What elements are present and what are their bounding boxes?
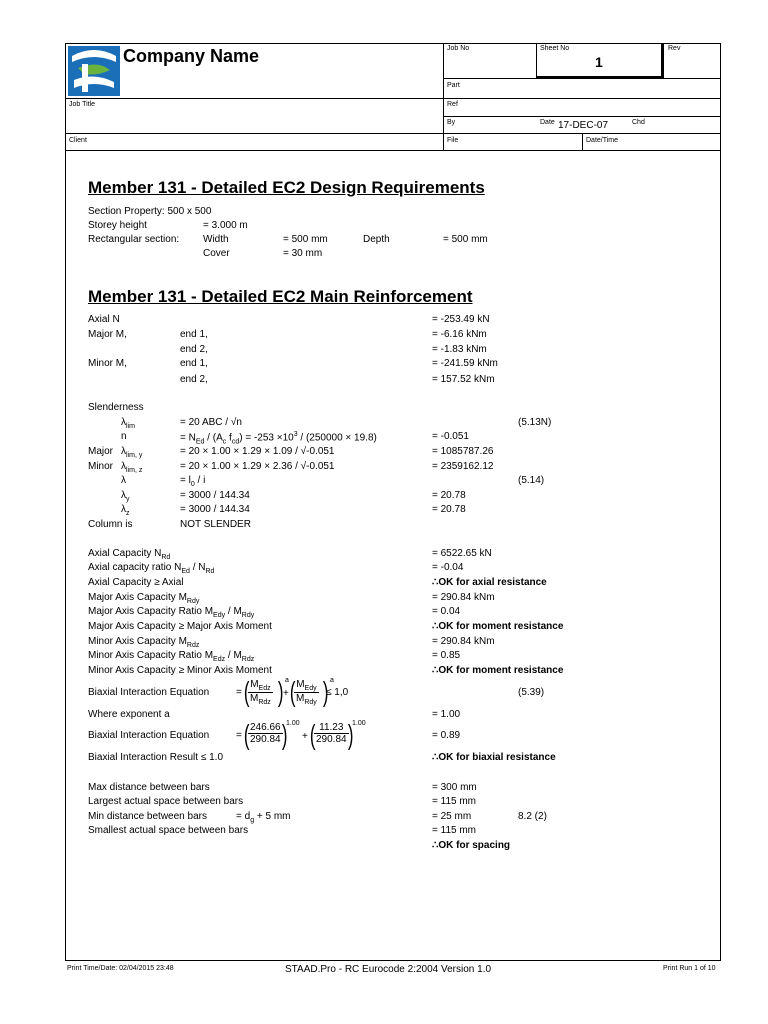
biaxial-paren-open-2: ( (289, 676, 296, 707)
biaxial-frac-2: $M_{Edy}$ $M_{Rdy}$ (296, 679, 317, 706)
depth-label: Depth (363, 234, 390, 245)
axial-ratio-label: Axial capacity ratio $N_{Ed} / N_{Rd}$ (88, 562, 215, 575)
exponent-value: = 1.00 (432, 709, 461, 720)
biaxial2-n2: 11.23 (314, 722, 349, 734)
min-distance-value: = 25 mm (432, 811, 472, 822)
max-distance-value: = 300 mm (432, 782, 477, 793)
major-ratio-value: = 0.04 (432, 606, 461, 617)
min-distance-label: Min distance between bars (88, 811, 207, 822)
biaxial2-d2: 290.84 (316, 734, 347, 745)
biaxial2-n1: 246.66 (250, 722, 281, 733)
exponent-label: Where exponent a (88, 709, 170, 720)
slenderness-title: Slenderness (88, 402, 144, 413)
file-label: File (447, 137, 459, 144)
minor-ratio-value: = 0.85 (432, 650, 461, 661)
company-name: Company Name (123, 46, 260, 66)
major-end1-value: = -6.16 kNm (432, 329, 487, 340)
major-ge-label: Major Axis Capacity ≥ Major Axis Moment (88, 621, 272, 632)
biaxial-exp-2: a (330, 677, 334, 684)
max-distance-label: Max distance between bars (88, 782, 210, 793)
minor-capacity-label: Minor Axis Capacity $M_{Rdz}$ (88, 636, 200, 649)
minor-end2: end 2, (180, 374, 208, 385)
by-label: By (447, 119, 456, 126)
storey-value: = 3.000 m (203, 220, 248, 231)
header-divider-1 (65, 98, 721, 99)
biaxial-eq-equals: = (236, 687, 242, 698)
min-distance-ref: 8.2 (2) (518, 811, 547, 822)
major-capacity-label: Major Axis Capacity $M_{Rdy}$ (88, 592, 200, 605)
major-ok: ∴OK for moment resistance (432, 621, 564, 632)
lambda-lim-expr: = 20 ABC / √n (180, 417, 242, 428)
minor-ok: ∴OK for moment resistance (432, 665, 564, 676)
minor-m-label: Minor M, (88, 358, 127, 369)
major-ratio-label: Major Axis Capacity Ratio $M_{Edy} / M_{Rdy}$ (88, 606, 255, 619)
minor-label: Minor (88, 461, 114, 472)
biaxial2-frac-2 (314, 722, 349, 745)
smallest-space-value: = 115 mm (432, 825, 476, 836)
cover-label: Cover (203, 248, 230, 259)
width-label: Width (203, 234, 229, 245)
biaxial-result-ok: ∴OK for biaxial resistance (432, 752, 556, 763)
header-divider-part (443, 78, 721, 79)
lambda-y-expr: = 3000 / 144.34 (180, 490, 250, 501)
lambda-y-symbol: $\lambda_y$ (121, 490, 130, 503)
axial-ge-label: Axial Capacity ≥ Axial (88, 577, 184, 588)
major-end2: end 2, (180, 344, 208, 355)
biaxial-paren-close-2: ) (322, 676, 329, 707)
axial-ok: ∴OK for axial resistance (432, 577, 547, 588)
lambda-lim-z-value: = 2359162.12 (432, 461, 494, 472)
lambda-lim-y-expr: = 20 × 1.00 × 1.29 × 1.09 / √-0.051 (180, 446, 335, 457)
major-label: Major (88, 446, 114, 457)
footer-program: STAAD.Pro - RC Eurocode 2:2004 Version 1.0 (285, 964, 492, 975)
biaxial-frac-1: $M_{Edz}$ $M_{Rdz}$ (250, 679, 271, 706)
smallest-space-label: Smallest actual space between bars (88, 825, 249, 836)
client-label: Client (69, 137, 87, 144)
lambda-y-value: = 20.78 (432, 490, 466, 501)
biaxial2-paren-open-2: ( (309, 719, 316, 750)
biaxial-exp-1: a (285, 677, 289, 684)
min-distance-expr: = $d_g + 5$ mm (236, 811, 291, 824)
footer-print-run: Print Run 1 of 10 (663, 965, 716, 972)
lambda-lim-ref: (5.13N) (518, 417, 552, 428)
axial-label: Axial N (88, 314, 120, 325)
biaxial-eq-label: Biaxial Interaction Equation (88, 687, 210, 698)
n-symbol: n (121, 431, 127, 442)
rect-label: Rectangular section: (88, 234, 180, 245)
header-vline-1 (443, 43, 444, 150)
lambda-lim-z-symbol: $\lambda_{lim, z}$ (121, 461, 143, 474)
n-expr: = $N_{Ed} / (A_c$ $f_{cd}) = -253 \times 10^3 / (250000 \times 19.8)$ (180, 431, 377, 446)
header-vline-3 (663, 43, 664, 78)
axial-ratio-value: = -0.04 (432, 562, 464, 573)
biaxial2-plus: + (302, 731, 308, 742)
major-end2-value: = -1.83 kNm (432, 344, 487, 355)
largest-space-label: Largest actual space between bars (88, 796, 244, 807)
minor-end1: end 1, (180, 358, 208, 369)
section-property: Section Property: 500 x 500 (88, 206, 212, 217)
header-divider-2 (65, 133, 721, 134)
storey-label: Storey height (88, 220, 147, 231)
header-vline-4 (582, 133, 583, 150)
datetime-label: Date/Time (586, 137, 619, 144)
sheet-no-label: Sheet No (540, 45, 570, 52)
minor-ratio-label: Minor Axis Capacity Ratio $M_{Edz} / M_{Rdz}$ (88, 650, 255, 663)
sheet-no-value: 1 (595, 54, 603, 70)
biaxial2-d1: 290.84 (250, 734, 281, 745)
minor-ge-label: Minor Axis Capacity ≥ Minor Axis Moment (88, 665, 272, 676)
lambda-ref: (5.14) (518, 475, 545, 486)
ref-label: Ref (447, 101, 458, 108)
minor-end2-value: = 157.52 kNm (432, 374, 495, 385)
lambda-expr: = $l_0$ / i (180, 475, 206, 488)
biaxial2-paren-close-1: ) (281, 719, 288, 750)
biaxial-paren-close-1: ) (277, 676, 284, 707)
lambda-lim-z-expr: = 20 × 1.00 × 1.29 × 2.36 / √-0.051 (180, 461, 335, 472)
job-title-label: Job Title (69, 101, 96, 108)
biaxial2-paren-open-1: ( (243, 719, 250, 750)
rev-label: Rev (668, 45, 681, 52)
biaxial-result-label: Biaxial Interaction Result ≤ 1.0 (88, 752, 223, 763)
largest-space-value: = 115 mm (432, 796, 476, 807)
biaxial-eq2-label: Biaxial Interaction Equation (88, 730, 210, 741)
width-value: = 500 mm (283, 234, 328, 245)
minor-capacity-value: = 290.84 kNm (432, 636, 495, 647)
column-is-value: NOT SLENDER (180, 519, 251, 530)
biaxial2-exp-2: 1.00 (352, 720, 366, 727)
footer-print-time: Print Time/Date: 02/04/2015 23:48 (67, 965, 174, 972)
major-capacity-value: = 290.84 kNm (432, 592, 495, 603)
axial-capacity-label: Axial Capacity $N_{Rd}$ (88, 548, 171, 561)
section2-title: Member 131 - Detailed EC2 Main Reinforcement (88, 287, 473, 306)
biaxial-eq2-value: = 0.89 (432, 730, 461, 741)
minor-end1-value: = -241.59 kNm (432, 358, 498, 369)
job-no-label: Job No (447, 45, 470, 52)
biaxial-le-one: ≤ 1,0 (326, 687, 349, 698)
axial-capacity-value: = 6522.65 kN (432, 548, 492, 559)
biaxial-ref: (5.39) (518, 687, 545, 698)
biaxial2-exp-1: 1.00 (286, 720, 300, 727)
cover-value: = 30 mm (283, 248, 323, 259)
chd-label: Chd (632, 119, 645, 126)
company-logo (68, 46, 120, 96)
major-m-label: Major M, (88, 329, 127, 340)
spacing-ok: ∴OK for spacing (432, 840, 511, 851)
biaxial-eq2-equals: = (236, 730, 242, 741)
header-divider-by (443, 116, 721, 117)
axial-value: = -253.49 kN (432, 314, 490, 325)
lambda-lim-y-value: = 1085787.26 (432, 446, 494, 457)
header-divider-3 (65, 150, 721, 151)
lambda-z-value: = 20.78 (432, 504, 466, 515)
biaxial2-frac-1 (248, 722, 283, 745)
date-label: Date (540, 119, 555, 126)
n-value: = -0.051 (432, 431, 469, 442)
section1-title: Member 131 - Detailed EC2 Design Requirements (88, 178, 485, 197)
lambda-lim-y-symbol: $\lambda_{lim, y}$ (121, 446, 143, 459)
lambda-lim-symbol: $\lambda_{lim}$ (121, 417, 135, 430)
biaxial-paren-open-1: ( (243, 676, 250, 707)
lambda-z-symbol: $\lambda_z$ (121, 504, 130, 517)
biaxial-plus: + (283, 688, 289, 699)
major-end1: end 1, (180, 329, 208, 340)
lambda-z-expr: = 3000 / 144.34 (180, 504, 250, 515)
depth-value: = 500 mm (443, 234, 488, 245)
lambda-symbol: λ (121, 475, 126, 486)
column-is-label: Column is (88, 519, 133, 530)
part-label: Part (447, 82, 460, 89)
date-value: 17-DEC-07 (558, 120, 609, 131)
biaxial2-paren-close-2: ) (347, 719, 354, 750)
